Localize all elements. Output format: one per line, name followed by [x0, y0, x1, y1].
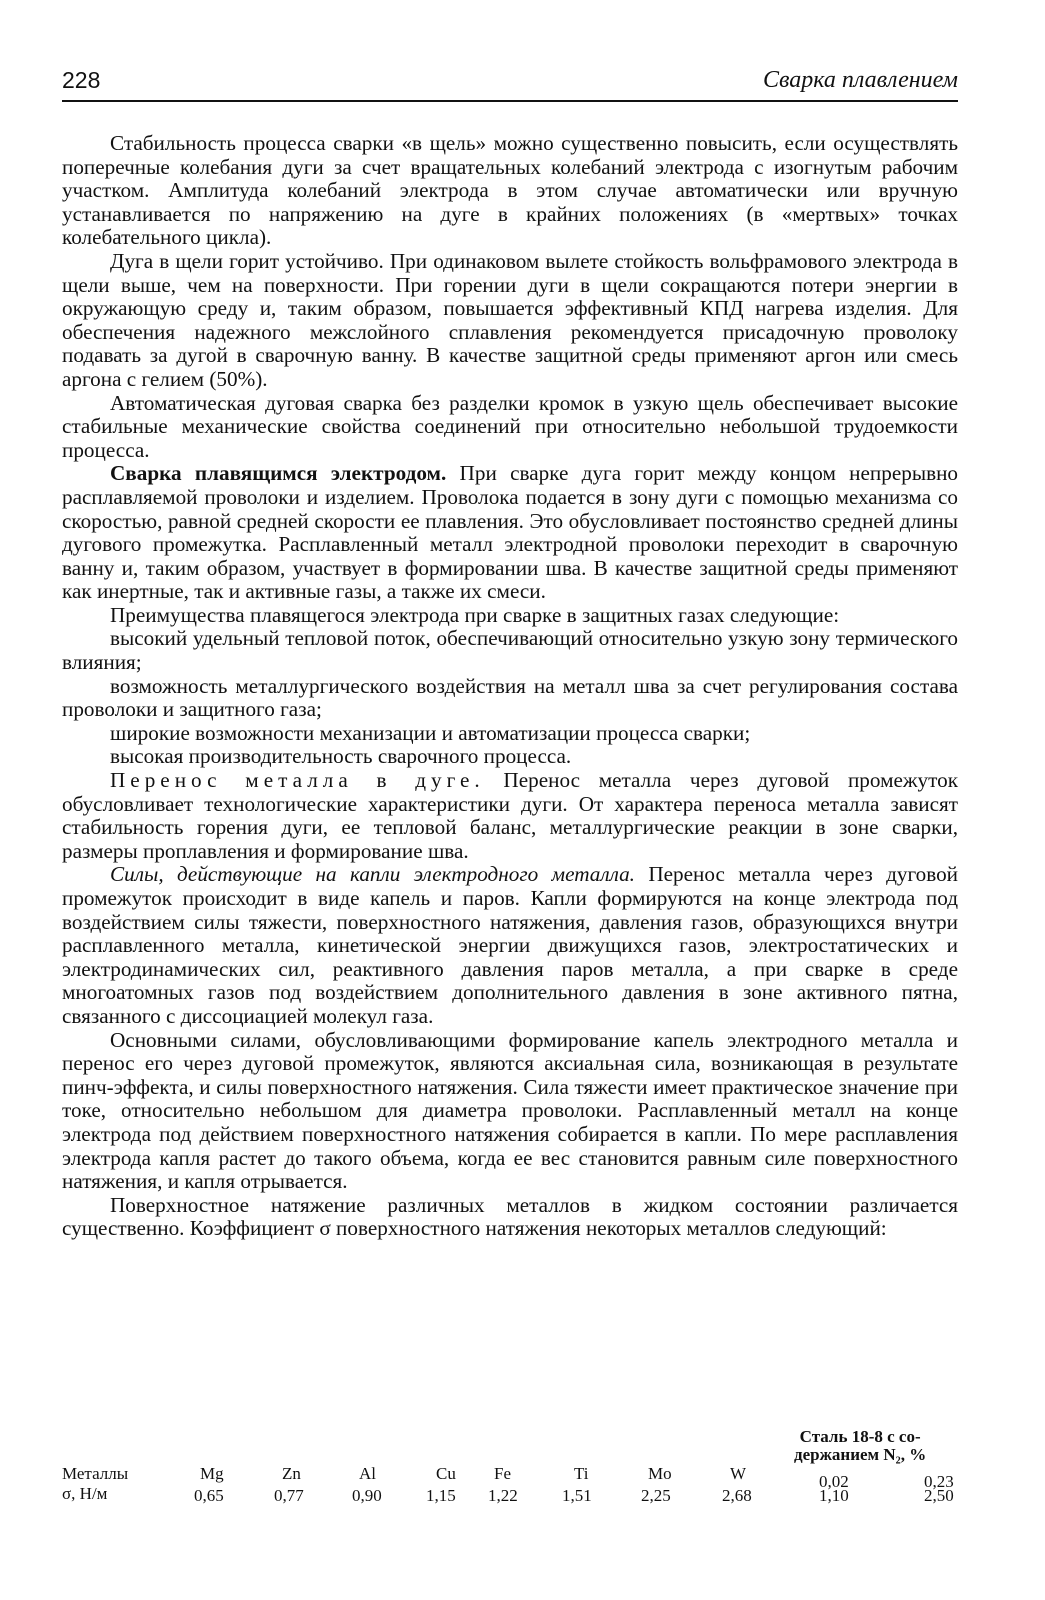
paragraph-text: Перенос металла через дуговой промежуток обусловливает технологические характеристики дуги. От характера переноса металла зависят стабильность горения дуги, ее тепловой баланс, металлургические реакции в зоне сварки, размеры проплавления и формирование шва.	[62, 768, 958, 863]
header-rule	[62, 100, 958, 102]
table-note-line: Сталь 18-8 с со-	[799, 1427, 921, 1446]
nitrogen-content: 0,23	[924, 1472, 954, 1491]
row-label-metals: Металлы	[62, 1464, 129, 1483]
paragraph	[62, 462, 958, 604]
metal-name: Mo	[648, 1464, 672, 1483]
sigma-value: 1,10	[819, 1486, 849, 1505]
paragraph-text: При сварке дуга горит между концом непрерывно расплавляемой проволоки и изделием. Проволока подается в зону дуги с помощью механизма со скоростью, равной средней скорости ее плавления. Это обусловливает постоянство средней длины дугового промежутка. Расплавленный металл электродной проволоки переходит в сварочную ванну и, таким образом, участвует в формировании шва. В качестве защитной среды применяют как инертные, так и активные газы, а также их смеси.	[62, 461, 959, 604]
metal-name: Ti	[574, 1464, 589, 1483]
paragraph: Основными силами, обусловливающими формирование капель электродного металла и перенос его через дуговой промежуток, являются аксиальная сила, возникающая в результате пинч-эффекта, и силы поверхностного натяжения. Сила тяжести имеет практическое значение при токе, относительно небольшом для диаметра проволоки. Расплавленный металл на конце электрода под действием поверхностного натяжения собирается в капли. По мере расплавления электрода капля растет до такого объема, когда ее вес становится равным силе поверхностного натяжения, и капля отрывается.	[62, 1027, 958, 1194]
paragraph	[62, 863, 958, 1028]
page-header	[62, 54, 958, 94]
paragraph: Поверхностное натяжение различных металлов в жидком состоянии различается существенно. Коэффициент σ поверхностного натяжения некоторых металлов следующий:	[62, 1192, 958, 1241]
sigma-value: 2,50	[924, 1486, 954, 1505]
sigma-value: 1,22	[488, 1486, 518, 1505]
nitrogen-content: 0,02	[819, 1472, 849, 1491]
table-note	[794, 1428, 926, 1464]
list-item: высокая производительность сварочного процесса.	[110, 744, 572, 769]
sigma-value: 1,51	[562, 1486, 592, 1505]
metal-name: Zn	[282, 1464, 301, 1483]
list-item: широкие возможности механизации и автоматизации процесса сварки;	[110, 720, 751, 745]
metal-name: Cu	[436, 1464, 456, 1483]
page-number: 228	[62, 67, 101, 93]
body-text	[62, 132, 958, 1241]
metal-name: W	[730, 1464, 747, 1483]
paragraph	[62, 769, 958, 863]
paragraph: Дуга в щели горит устойчиво. При одинаковом вылете стойкость вольфрамового электрода в щели выше, чем на поверхности. При горении дуги в щели сокращаются потери энергии в окружающую среду и, таким образом, повышается эффективный КПД нагрева изделия. Для обеспечения надежного межслойного сплавления рекомендуется присадочную проволоку подавать за дугой в сварочную ванну. В качестве защитной среды применяют аргон или смесь аргона с гелием (50%).	[62, 248, 958, 391]
sigma-value: 0,65	[194, 1486, 224, 1505]
run-in-heading: Сварка плавящимся электродом.	[110, 461, 447, 486]
metal-name: Fe	[494, 1464, 511, 1483]
row-label-sigma: σ, Н/м	[62, 1484, 108, 1503]
running-title: Сварка плавлением	[762, 67, 958, 93]
sigma-value: 1,15	[426, 1486, 456, 1505]
sigma-value: 2,68	[722, 1486, 752, 1505]
list-item: высокий удельный тепловой поток, обеспечивающий относительно узкую зону термического влияния;	[62, 626, 958, 675]
paragraph: Автоматическая дуговая сварка без разделки кромок в узкую щель обеспечивает высокие стабильные механические свойства соединений при относительно небольшой трудоемкости процесса.	[62, 390, 958, 462]
paragraph: Стабильность процесса сварки «в щель» можно существенно повысить, если осуществлять поперечные колебания дуги за счет вращательных колебаний электрода с изогнутым рабочим участком. Амплитуда колебаний электрода в этом случае автоматически или вручную устанавливается по напряжению на дуге в крайних положениях (в «мертвых» точках колебательного цикла).	[62, 131, 958, 250]
metal-name: Al	[359, 1464, 376, 1483]
surface-tension-table	[62, 1428, 962, 1518]
page	[62, 54, 958, 1241]
run-in-heading: Силы, действующие на капли электродного металла.	[110, 862, 635, 887]
paragraph-text: Перенос металла через дуговой промежуток происходит в виде капель и паров. Капли формируются на конце электрода под воздействием силы тяжести, поверхностного натяжения, давления газов, образующихся внутри расплавленного металла, кинетической энергии движущихся газов, электростатических и электродинамических сил, реактивного давления паров металла, а при сварке в среде многоатомных газов под воздействием дополнительного давления в зоне активного пятна, связанного с диссоциацией молекул газа.	[62, 862, 958, 1028]
list-item: возможность металлургического воздействия на металл шва за счет регулирования состава проволоки и защитного газа;	[62, 673, 958, 722]
sigma-value: 0,90	[352, 1486, 382, 1505]
sigma-value: 0,77	[274, 1486, 304, 1505]
run-in-heading: Перенос металла в дуге.	[110, 768, 485, 793]
metal-name: Mg	[200, 1464, 224, 1483]
sigma-value: 2,25	[641, 1486, 671, 1505]
paragraph: Преимущества плавящегося электрода при сварке в защитных газах следующие:	[110, 602, 840, 627]
table-note-line: держанием N₂, %	[794, 1445, 927, 1464]
